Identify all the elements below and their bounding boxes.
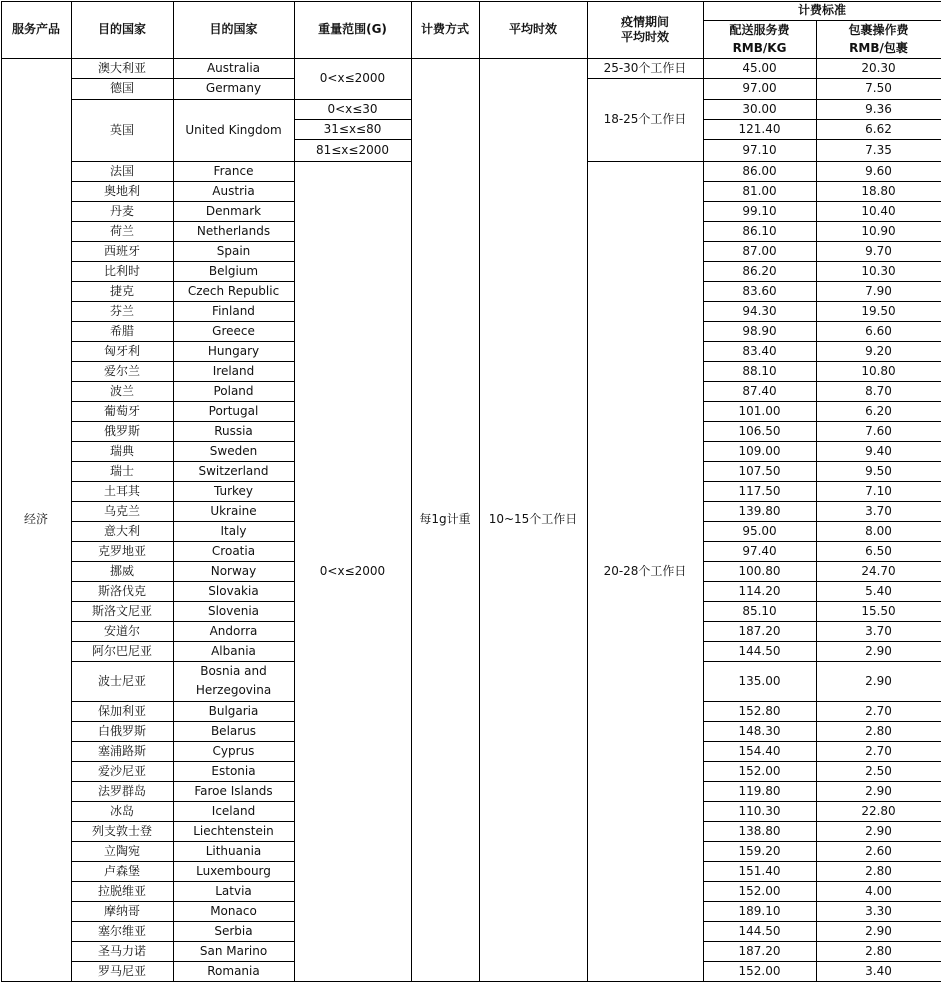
country-cn-cell: 瑞士: [71, 461, 173, 481]
delivery-fee-cell: 85.10: [703, 601, 816, 621]
country-cn-cell: 澳大利亚: [71, 58, 173, 78]
delivery-fee-cell: 99.10: [703, 201, 816, 221]
header-dest-cn: 目的国家: [71, 1, 173, 58]
delivery-fee-cell: 107.50: [703, 461, 816, 481]
handling-fee-cell: 9.70: [816, 241, 941, 261]
country-en-cell: United Kingdom: [173, 99, 294, 161]
delivery-fee-cell: 106.50: [703, 421, 816, 441]
country-cn-cell: 塞尔维亚: [71, 921, 173, 941]
header-dest-en: 目的国家: [173, 1, 294, 58]
delivery-fee-cell: 144.50: [703, 641, 816, 661]
country-en-cell: Slovenia: [173, 601, 294, 621]
country-cn-cell: 阿尔巴尼亚: [71, 641, 173, 661]
handling-fee-cell: 6.60: [816, 321, 941, 341]
country-en-cell: Netherlands: [173, 221, 294, 241]
header-product: 服务产品: [1, 1, 71, 58]
billing-method-cell: 每1g计重: [411, 58, 479, 981]
country-cn-cell: 塞浦路斯: [71, 741, 173, 761]
country-cn-cell: 列支敦士登: [71, 821, 173, 841]
country-en-cell: Ukraine: [173, 501, 294, 521]
country-cn-cell: 拉脱维亚: [71, 881, 173, 901]
country-en-cell: San Marino: [173, 941, 294, 961]
header-handling-fee: 包裹操作费 RMB/包裹: [816, 20, 941, 58]
delivery-fee-cell: 148.30: [703, 721, 816, 741]
handling-fee-cell: 2.50: [816, 761, 941, 781]
handling-fee-cell: 10.90: [816, 221, 941, 241]
delivery-fee-cell: 189.10: [703, 901, 816, 921]
country-cn-cell: 捷克: [71, 281, 173, 301]
country-en-cell: Bosnia and Herzegovina: [173, 661, 294, 701]
country-en-cell: Albania: [173, 641, 294, 661]
country-cn-cell: 荷兰: [71, 221, 173, 241]
header-avg-time: 平均时效: [479, 1, 587, 58]
delivery-fee-cell: 110.30: [703, 801, 816, 821]
country-en-cell: Poland: [173, 381, 294, 401]
delivery-fee-cell: 138.80: [703, 821, 816, 841]
delivery-fee-cell: 114.20: [703, 581, 816, 601]
handling-fee-cell: 10.80: [816, 361, 941, 381]
country-cn-cell: 德国: [71, 78, 173, 99]
country-cn-cell: 乌克兰: [71, 501, 173, 521]
handling-fee-cell: 9.50: [816, 461, 941, 481]
handling-fee-cell: 3.40: [816, 961, 941, 981]
delivery-fee-cell: 154.40: [703, 741, 816, 761]
country-cn-cell: 安道尔: [71, 621, 173, 641]
country-en-cell: Faroe Islands: [173, 781, 294, 801]
handling-fee-cell: 7.50: [816, 78, 941, 99]
covid-time-cell: 18-25个工作日: [587, 78, 703, 161]
handling-fee-cell: 18.80: [816, 181, 941, 201]
country-en-cell: Austria: [173, 181, 294, 201]
country-cn-cell: 西班牙: [71, 241, 173, 261]
handling-fee-cell: 3.70: [816, 501, 941, 521]
country-en-cell: Germany: [173, 78, 294, 99]
handling-fee-cell: 10.30: [816, 261, 941, 281]
delivery-fee-cell: 187.20: [703, 621, 816, 641]
country-en-cell: Belgium: [173, 261, 294, 281]
country-cn-cell: 爱尔兰: [71, 361, 173, 381]
country-en-cell: Romania: [173, 961, 294, 981]
country-en-cell: Spain: [173, 241, 294, 261]
delivery-fee-cell: 81.00: [703, 181, 816, 201]
delivery-fee-cell: 144.50: [703, 921, 816, 941]
country-cn-cell: 波士尼亚: [71, 661, 173, 701]
handling-fee-cell: 20.30: [816, 58, 941, 78]
country-cn-cell: 克罗地亚: [71, 541, 173, 561]
handling-fee-cell: 2.90: [816, 821, 941, 841]
handling-fee-cell: 7.35: [816, 139, 941, 161]
delivery-fee-cell: 119.80: [703, 781, 816, 801]
delivery-fee-cell: 95.00: [703, 521, 816, 541]
delivery-fee-cell: 83.60: [703, 281, 816, 301]
country-en-cell: Luxembourg: [173, 861, 294, 881]
handling-fee-cell: 2.90: [816, 921, 941, 941]
delivery-fee-cell: 117.50: [703, 481, 816, 501]
delivery-fee-cell: 101.00: [703, 401, 816, 421]
country-cn-cell: 俄罗斯: [71, 421, 173, 441]
handling-fee-cell: 2.90: [816, 641, 941, 661]
delivery-fee-cell: 159.20: [703, 841, 816, 861]
delivery-fee-cell: 139.80: [703, 501, 816, 521]
country-en-cell: Serbia: [173, 921, 294, 941]
handling-fee-cell: 6.20: [816, 401, 941, 421]
country-en-cell: Hungary: [173, 341, 294, 361]
country-cn-cell: 斯洛伐克: [71, 581, 173, 601]
country-en-cell: Denmark: [173, 201, 294, 221]
country-en-cell: Monaco: [173, 901, 294, 921]
country-cn-cell: 挪威: [71, 561, 173, 581]
handling-fee-cell: 2.70: [816, 741, 941, 761]
weight-range-cell: 81≤x≤2000: [294, 139, 411, 161]
header-covid-time: 疫情期间 平均时效: [587, 1, 703, 58]
country-en-cell: Turkey: [173, 481, 294, 501]
weight-range-cell: 0<x≤30: [294, 99, 411, 119]
table-row: [1, 58, 941, 78]
delivery-fee-cell: 187.20: [703, 941, 816, 961]
handling-fee-cell: 7.10: [816, 481, 941, 501]
country-cn-cell: 冰岛: [71, 801, 173, 821]
country-en-cell: Norway: [173, 561, 294, 581]
handling-fee-cell: 22.80: [816, 801, 941, 821]
country-en-cell: Belarus: [173, 721, 294, 741]
country-cn-cell: 意大利: [71, 521, 173, 541]
header-charge-standard: 计费标准: [703, 1, 941, 20]
country-cn-cell: 斯洛文尼亚: [71, 601, 173, 621]
handling-fee-cell: 8.00: [816, 521, 941, 541]
delivery-fee-cell: 94.30: [703, 301, 816, 321]
handling-fee-cell: 2.80: [816, 941, 941, 961]
handling-fee-cell: 7.60: [816, 421, 941, 441]
country-en-cell: Ireland: [173, 361, 294, 381]
country-cn-cell: 丹麦: [71, 201, 173, 221]
handling-fee-cell: 2.80: [816, 861, 941, 881]
handling-fee-cell: 2.80: [816, 721, 941, 741]
delivery-fee-cell: 86.00: [703, 161, 816, 181]
country-en-cell: Bulgaria: [173, 701, 294, 721]
header-billing: 计费方式: [411, 1, 479, 58]
country-en-cell: Lithuania: [173, 841, 294, 861]
handling-fee-cell: 9.60: [816, 161, 941, 181]
weight-range-cell: 0<x≤2000: [294, 161, 411, 981]
country-en-cell: Iceland: [173, 801, 294, 821]
country-en-cell: Italy: [173, 521, 294, 541]
weight-range-cell: 0<x≤2000: [294, 58, 411, 99]
header-weight: 重量范围(G): [294, 1, 411, 58]
country-cn-cell: 卢森堡: [71, 861, 173, 881]
country-en-cell: Finland: [173, 301, 294, 321]
country-cn-cell: 摩纳哥: [71, 901, 173, 921]
country-en-cell: Slovakia: [173, 581, 294, 601]
handling-fee-cell: 6.62: [816, 119, 941, 139]
delivery-fee-cell: 152.00: [703, 881, 816, 901]
rate-table: [1, 1, 941, 982]
delivery-fee-cell: 88.10: [703, 361, 816, 381]
product-cell: 经济: [1, 58, 71, 981]
country-en-cell: Latvia: [173, 881, 294, 901]
handling-fee-cell: 7.90: [816, 281, 941, 301]
country-en-cell: Sweden: [173, 441, 294, 461]
country-cn-cell: 爱沙尼亚: [71, 761, 173, 781]
handling-fee-cell: 9.40: [816, 441, 941, 461]
avg-time-cell: 10~15个工作日: [479, 58, 587, 981]
handling-fee-cell: 6.50: [816, 541, 941, 561]
handling-fee-cell: 2.90: [816, 781, 941, 801]
country-cn-cell: 土耳其: [71, 481, 173, 501]
country-en-cell: Switzerland: [173, 461, 294, 481]
country-cn-cell: 比利时: [71, 261, 173, 281]
country-cn-cell: 罗马尼亚: [71, 961, 173, 981]
delivery-fee-cell: 97.00: [703, 78, 816, 99]
country-cn-cell: 奥地利: [71, 181, 173, 201]
delivery-fee-cell: 100.80: [703, 561, 816, 581]
header-delivery-fee: 配送服务费 RMB/KG: [703, 20, 816, 58]
country-en-cell: Russia: [173, 421, 294, 441]
country-en-cell: Andorra: [173, 621, 294, 641]
delivery-fee-cell: 121.40: [703, 119, 816, 139]
country-en-cell: Greece: [173, 321, 294, 341]
handling-fee-cell: 8.70: [816, 381, 941, 401]
delivery-fee-cell: 86.10: [703, 221, 816, 241]
handling-fee-cell: 5.40: [816, 581, 941, 601]
country-en-cell: Liechtenstein: [173, 821, 294, 841]
delivery-fee-cell: 152.80: [703, 701, 816, 721]
country-cn-cell: 立陶宛: [71, 841, 173, 861]
country-en-cell: Cyprus: [173, 741, 294, 761]
country-en-cell: Czech Republic: [173, 281, 294, 301]
handling-fee-cell: 9.20: [816, 341, 941, 361]
country-cn-cell: 法罗群岛: [71, 781, 173, 801]
country-cn-cell: 匈牙利: [71, 341, 173, 361]
covid-time-cell: 20-28个工作日: [587, 161, 703, 981]
country-cn-cell: 葡萄牙: [71, 401, 173, 421]
country-cn-cell: 英国: [71, 99, 173, 161]
delivery-fee-cell: 135.00: [703, 661, 816, 701]
handling-fee-cell: 4.00: [816, 881, 941, 901]
delivery-fee-cell: 97.40: [703, 541, 816, 561]
delivery-fee-cell: 86.20: [703, 261, 816, 281]
delivery-fee-cell: 152.00: [703, 761, 816, 781]
country-cn-cell: 希腊: [71, 321, 173, 341]
country-en-cell: Estonia: [173, 761, 294, 781]
handling-fee-cell: 9.36: [816, 99, 941, 119]
delivery-fee-cell: 87.40: [703, 381, 816, 401]
country-cn-cell: 圣马力诺: [71, 941, 173, 961]
country-cn-cell: 保加利亚: [71, 701, 173, 721]
handling-fee-cell: 19.50: [816, 301, 941, 321]
country-cn-cell: 瑞典: [71, 441, 173, 461]
country-en-cell: France: [173, 161, 294, 181]
country-en-cell: Croatia: [173, 541, 294, 561]
delivery-fee-cell: 83.40: [703, 341, 816, 361]
handling-fee-cell: 2.60: [816, 841, 941, 861]
country-cn-cell: 波兰: [71, 381, 173, 401]
delivery-fee-cell: 30.00: [703, 99, 816, 119]
country-cn-cell: 芬兰: [71, 301, 173, 321]
handling-fee-cell: 24.70: [816, 561, 941, 581]
handling-fee-cell: 2.90: [816, 661, 941, 701]
delivery-fee-cell: 151.40: [703, 861, 816, 881]
country-cn-cell: 法国: [71, 161, 173, 181]
country-cn-cell: 白俄罗斯: [71, 721, 173, 741]
delivery-fee-cell: 98.90: [703, 321, 816, 341]
handling-fee-cell: 2.70: [816, 701, 941, 721]
delivery-fee-cell: 45.00: [703, 58, 816, 78]
weight-range-cell: 31≤x≤80: [294, 119, 411, 139]
covid-time-cell: 25-30个工作日: [587, 58, 703, 78]
handling-fee-cell: 10.40: [816, 201, 941, 221]
delivery-fee-cell: 87.00: [703, 241, 816, 261]
handling-fee-cell: 15.50: [816, 601, 941, 621]
delivery-fee-cell: 97.10: [703, 139, 816, 161]
delivery-fee-cell: 152.00: [703, 961, 816, 981]
handling-fee-cell: 3.70: [816, 621, 941, 641]
country-en-cell: Australia: [173, 58, 294, 78]
country-en-cell: Portugal: [173, 401, 294, 421]
delivery-fee-cell: 109.00: [703, 441, 816, 461]
handling-fee-cell: 3.30: [816, 901, 941, 921]
